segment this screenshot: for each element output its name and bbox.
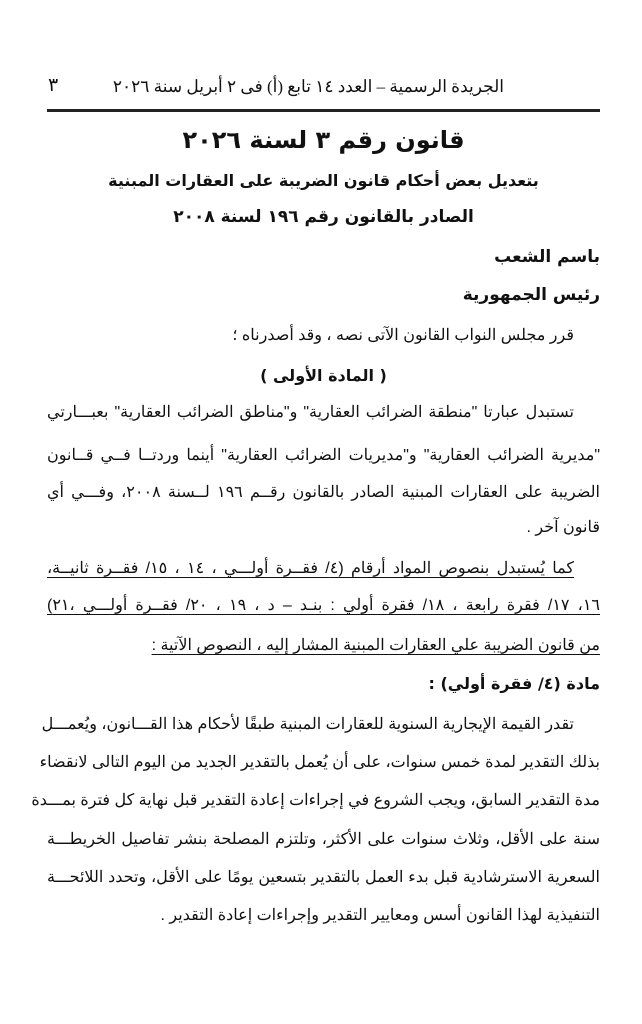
law-subtitle-2: الصادر بالقانون رقم ١٩٦ لسنة ٢٠٠٨ bbox=[173, 207, 474, 227]
paragraph-line: بذلك التقدير لمدة خمس سنوات، على أن يُعمل بالتقدير الجديد من اليوم التالى لانقضاء bbox=[39, 754, 600, 771]
preamble-president: رئيس الجمهورية bbox=[462, 285, 600, 305]
paragraph-line: كما يُستبدل بنصوص المواد أرقام (٤/ فقــرة أولـــي ، ١٤ ، ١٥/ فقــرة ثانيــة، bbox=[47, 560, 575, 577]
law-title: قانون رقم ٣ لسنة ٢٠٢٦ bbox=[182, 126, 465, 154]
paragraph-line: التنفيذية لهذا القانون أسس ومعايير التقدير وإجراءات إعادة التقدير . bbox=[160, 907, 600, 924]
article-4-heading: مادة (٤/ فقرة أولي) : bbox=[428, 674, 600, 693]
paragraph-line: من قانون الضريبة علي العقارات المبنية المشار إليه ، النصوص الآتية : bbox=[151, 637, 600, 654]
paragraph-line: مدة التقدير السابق، ويجب الشروع في إجراءات إعادة التقدير قبل نهاية كل فترة بمـــدة bbox=[31, 792, 600, 809]
paragraph-line: ١٦، ١٧/ فقرة رابعة ، ١٨/ فقرة أولي : بنـد – د ، ١٩ ، ٢٠/ فقــرة أولـــي ،٢١) bbox=[47, 597, 601, 614]
article-1-heading: ( المادة الأولى ) bbox=[260, 366, 387, 385]
law-subtitle: بتعديل بعض أحكام قانون الضريبة على العقارات المبنية bbox=[108, 171, 539, 190]
paragraph-line: سنة على الأقل، وثلاث سنوات على الأكثر، وتلتزم المصلحة بنشر تفاصيل الخريطـــة bbox=[47, 831, 600, 848]
running-header: الجريدة الرسمية – العدد ١٤ تابع (أ) فى ٢ أبريل سنة ٢٠٢٦ bbox=[112, 77, 504, 96]
paragraph-line: قانون آخر . bbox=[526, 519, 600, 536]
paragraph-line: الضريبة على العقارات المبنية الصادر بالقانون رقــم ١٩٦ لــسنة ٢٠٠٨، وفـــي أي bbox=[47, 484, 601, 501]
page-number: ٣ bbox=[48, 75, 59, 96]
paragraph-line: "مديرية الضرائب العقارية" و"مديريات الضرائب العقارية" أينما وردتــا فــي قــانون bbox=[47, 447, 601, 464]
paragraph-line: السعرية الاسترشادية قبل بدء العمل بالتقدير بتسعين يومًا على الأقل، وتحدد اللائحـــة bbox=[47, 869, 601, 886]
paragraph-line: تقدر القيمة الإيجارية السنوية للعقارات المبنية طبقًا لأحكام هذا القـــانون، ويُعمـــل bbox=[41, 716, 574, 733]
preamble-people: باسم الشعب bbox=[494, 247, 600, 267]
header-divider bbox=[47, 109, 600, 112]
paragraph-line: تستبدل عبارتا "منطقة الضرائب العقارية" و"مناطق الضرائب العقارية" بعبـــارتي bbox=[47, 404, 574, 421]
decree-text: قرر مجلس النواب القانون الآتى نصه ، وقد أصدرناه ؛ bbox=[232, 327, 574, 344]
